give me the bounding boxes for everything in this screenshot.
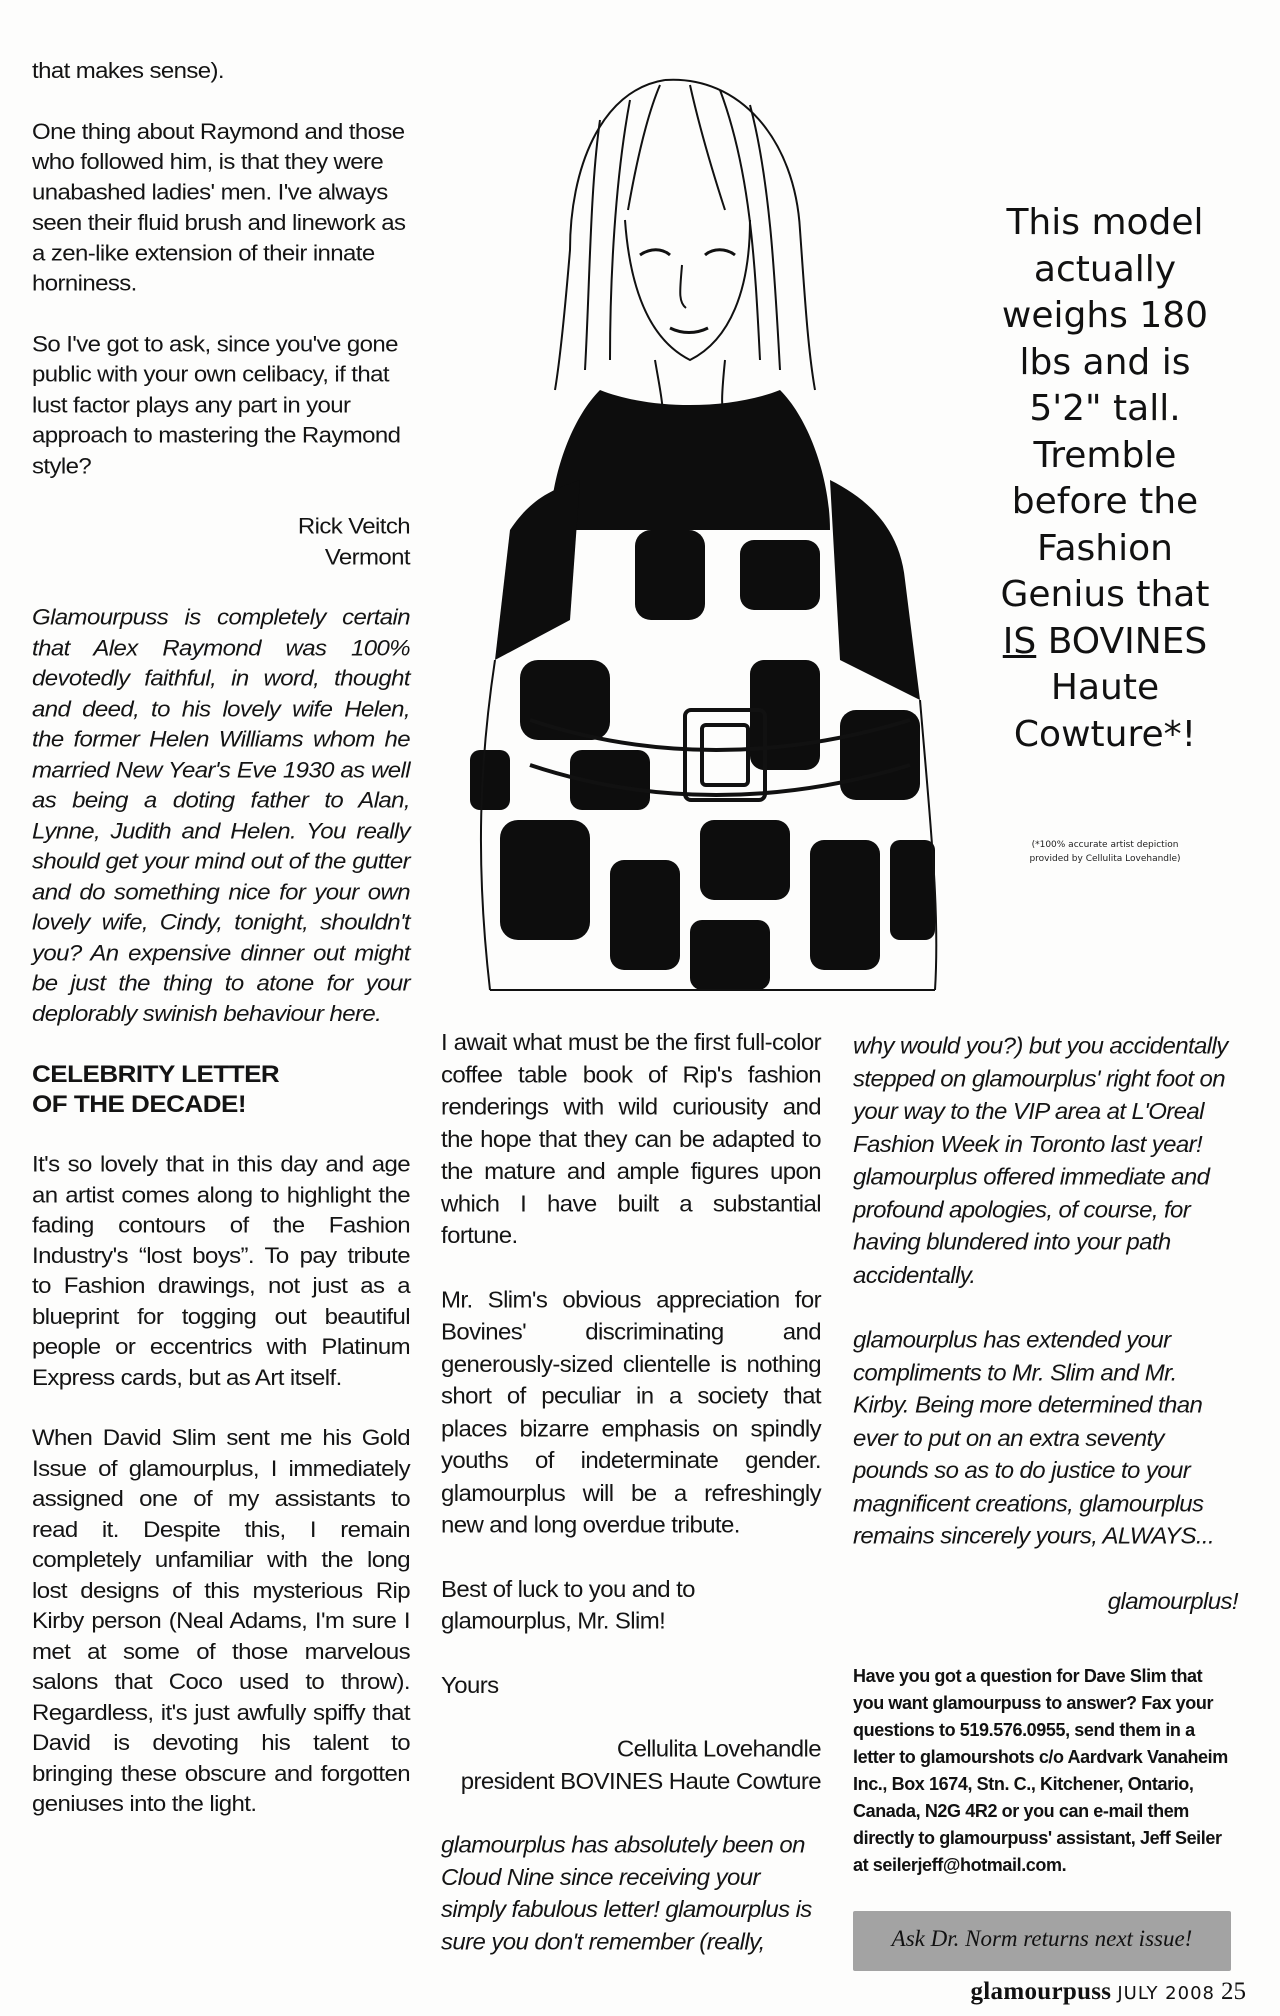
editor-reply: glamourplus has absolutely been on Cloud Nine since receiving your simply fabulous letter! glamourplus is sure you don't remember (really, xyxy=(441,1832,812,1955)
ad-headline-emphasis: IS xyxy=(1002,620,1037,662)
signature-place: Vermont xyxy=(324,544,410,570)
issue-date: JULY 2008 xyxy=(1117,1983,1215,2004)
editor-reply: Glamourpuss is completely certain that Alex Raymond was 100% devotedly faithful, in word, thought and deed, to his lovely wife Helen, the former Helen Williams whom he married New Year's Eve 1930 as well as being a doting father to Alan, Lynne, Judith and Helen. You really should get your mind out of the gutter and do something nice for your own lovely wife, Cindy, tonight, shouldn't you? An expensive dinner out might be just the thing to atone for your deplorably swinish behaviour here. xyxy=(32,605,410,1027)
editor-reply: glamourplus has extended your compliments to Mr. Slim and Mr. Kirby. Being more determined than ever to put on an extra seventy pounds so as to do justice to your magnificent creations, glamourplus remains sincerely yours, ALWAYS... xyxy=(853,1326,1215,1550)
coat-pattern xyxy=(470,390,935,990)
ad-headline-text: BOVINES Haute Cowture*! xyxy=(1013,620,1208,755)
letter-signature xyxy=(32,512,410,573)
letter-paragraph: When David Slim sent me his Gold Issue of glamourplus, I immediately assigned one of my assistants to read it. Despite this, I remain completely unfamiliar with the long lost designs of this mysterious Rip Kirby person (Neal Adams, I'm sure I met at some of those marvelous salons that Coco used to throw). Regardless, it's just awfully spiffy that David is devoting his talent to bringing these obscure and forgotten geniuses into the light. xyxy=(32,1426,410,1817)
face-outline xyxy=(625,220,750,360)
reply-signoff: glamourplus! xyxy=(1107,1588,1238,1615)
letter-intro-text: that makes sense). xyxy=(32,58,224,84)
letter-paragraph: Best of luck to you and to glamourplus, Mr. Slim! xyxy=(441,1576,695,1635)
ad-headline-text: This model actually weighs 180 lbs and is 5'2" tall. Tremble before the Fashion Genius that xyxy=(1000,202,1210,615)
magazine-name: glamourpuss xyxy=(970,1978,1112,2005)
page-footer xyxy=(971,1978,1247,2006)
fashion-model-illustration xyxy=(450,60,970,1010)
ad-footnote: (*100% accurate artist depiction provided by Cellulita Lovehandle) xyxy=(1029,840,1181,864)
column-middle xyxy=(441,1027,821,1990)
column-right xyxy=(853,1030,1238,1650)
section-heading-line: CELEBRITY LETTER xyxy=(32,1060,280,1088)
letter-paragraph: Mr. Slim's obvious appreciation for Bovines' discriminating and generously-sized clientelle is nothing short of peculiar in a society that places bizarre emphasis on spindly youths of indeterminate gender. glamourplus will be a refreshingly new and long overdue tribute. xyxy=(441,1286,821,1539)
section-heading-line: OF THE DECADE! xyxy=(32,1090,246,1118)
editor-reply: why would you?) but you accidentally stepped on glamourplus' right foot on your way to the VIP area at L'Oreal Fashion Week in Toronto last year! glamourplus offered immediate and profound apologies, of course, for having blundered into your path accidentally. xyxy=(853,1032,1228,1289)
page-number: 25 xyxy=(1221,1978,1246,2005)
section-heading xyxy=(32,1059,410,1119)
letter-signature xyxy=(441,1733,821,1797)
column-left xyxy=(32,56,410,1850)
letter-paragraph: So I've got to ask, since you've gone public with your own celibacy, if that lust factor plays any part in your approach to mastering the Raymond style? xyxy=(32,332,401,479)
signature-name: Rick Veitch xyxy=(297,514,410,540)
letter-paragraph: I await what must be the first full-color coffee table book of Rip's fashion renderings with wild curiousity and the hope that they can be adapted to the mature and ample figures upon which I have built a substantial fortune. xyxy=(441,1029,821,1250)
hair-stroke xyxy=(665,80,815,390)
ad-headline xyxy=(990,200,1220,758)
letter-paragraph: One thing about Raymond and those who followed him, is that they were unabashed ladies' men. I've always seen their fluid brush and linework as a zen-like extension of their innate horniness. xyxy=(32,119,406,297)
letter-paragraph: It's so lovely that in this day and age an artist comes along to highlight the fading contours of the Fashion Industry's “lost boys”. To pay tribute to Fashion drawings, not just as a blueprint for togging out beautiful people or eccentrics with Platinum Express cards, but as Art itself. xyxy=(32,1152,410,1391)
next-issue-text: Ask Dr. Norm returns next issue! xyxy=(891,1926,1193,1951)
next-issue-banner xyxy=(853,1911,1231,1971)
letter-closing: Yours xyxy=(441,1672,499,1699)
reader-questions-info: Have you got a question for Dave Slim that you want glamourpuss to answer? Fax your questions to 519.576.0955, send them in a letter to glamourshots c/o Aardvark Vanaheim Inc., Box 1674, Stn. C., Kitchener, Ontario, Canada, N2G 4R2 or you can e-mail them directly to glamourpuss' assistant, Jeff Seiler at seilerjeff@hotmail.com. xyxy=(853,1666,1228,1875)
signature-title: president BOVINES Haute Cowture xyxy=(460,1768,821,1795)
signature-name: Cellulita Lovehandle xyxy=(616,1736,821,1763)
